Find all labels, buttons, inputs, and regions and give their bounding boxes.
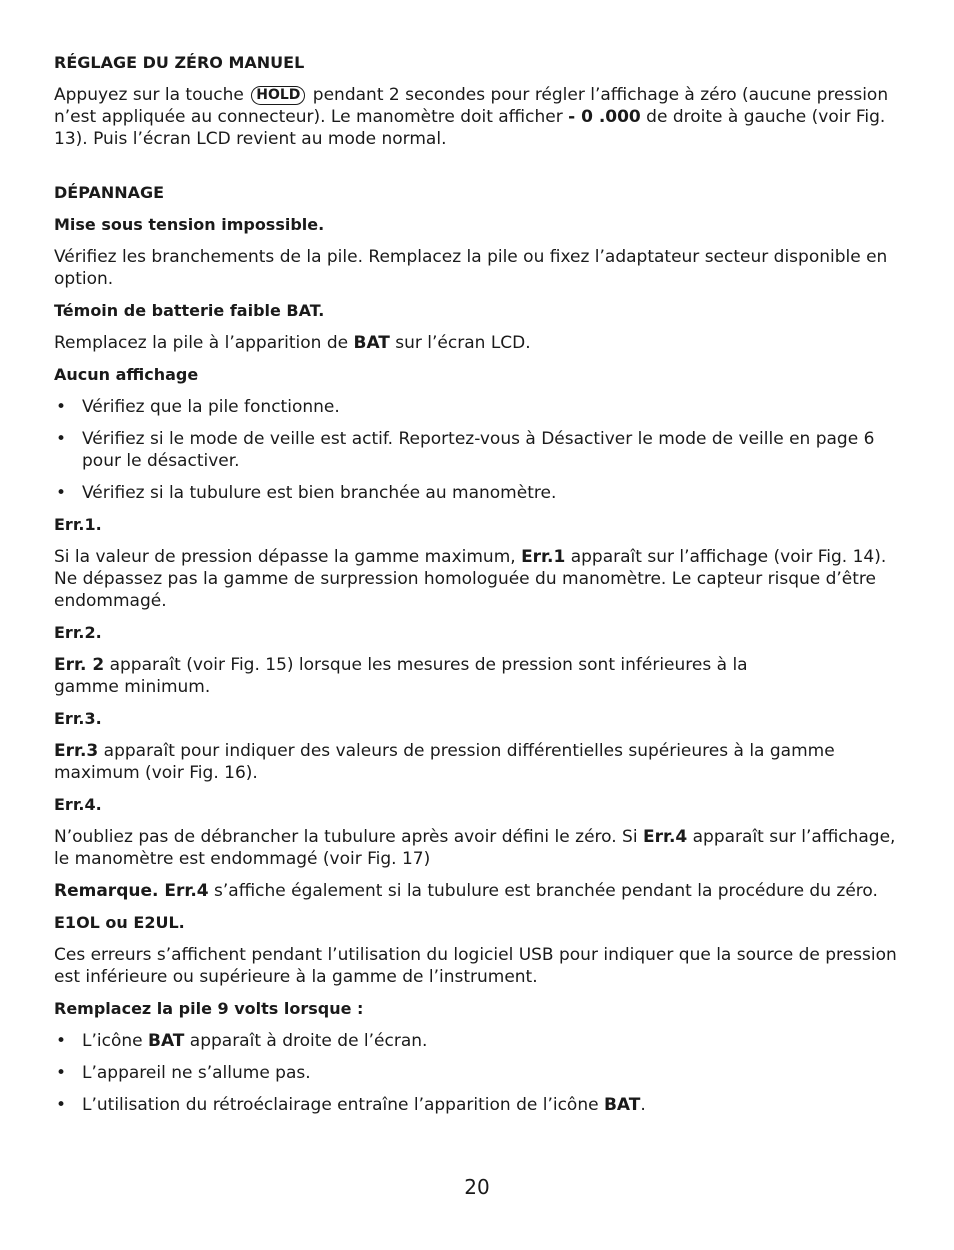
- list-item: • Vérifiez si le mode de veille est actif. Reportez-vous à Désactiver le mode de veille en page 6 pour le désactiver.: [54, 428, 910, 472]
- paragraph-power: Vérifiez les branchements de la pile. Remplacez la pile ou fixez l’adaptateur secteur disponible en option.: [54, 247, 888, 289]
- heading-no-display: Aucun affichage: [54, 365, 199, 384]
- paragraph-low-battery: Remplacez la pile à l’apparition de BAT sur l’écran LCD.: [54, 333, 531, 353]
- hold-key-icon: HOLD: [251, 86, 305, 105]
- paragraph-err2: Err. 2 apparaît (voir Fig. 15) lorsque les mesures de pression sont inférieures à la gamme minimum.: [54, 655, 748, 697]
- heading-err4: Err.4.: [54, 795, 102, 814]
- replace-battery-list: [54, 1030, 910, 1116]
- section-title-zero: RÉGLAGE DU ZÉRO MANUEL: [54, 53, 305, 72]
- heading-err3: Err.3.: [54, 709, 102, 728]
- document-page: [54, 52, 910, 1116]
- heading-replace-battery: Remplacez la pile 9 volts lorsque :: [54, 999, 364, 1018]
- section-title-troubleshooting: DÉPANNAGE: [54, 183, 165, 202]
- list-item: • Vérifiez si la tubulure est bien branchée au manomètre.: [54, 482, 910, 504]
- list-item: • L’icône BAT apparaît à droite de l’écran.: [54, 1030, 910, 1052]
- no-display-list: [54, 396, 910, 504]
- heading-err2: Err.2.: [54, 623, 102, 642]
- paragraph-err4: N’oubliez pas de débrancher la tubulure après avoir défini le zéro. Si Err.4 apparaît sur l’affichage, le manomètre est endommagé (voir Fig. 17): [54, 827, 896, 869]
- heading-e1ol: E1OL ou E2UL.: [54, 913, 185, 932]
- paragraph-err1: Si la valeur de pression dépasse la gamme maximum, Err.1 apparaît sur l’affichage (voir Fig. 14). Ne dépassez pas la gamme de surpression homologuée du manomètre. Le capteur risque d’être endommagé.: [54, 547, 887, 611]
- paragraph-note: Remarque. Err.4 s’affiche également si la tubulure est branchée pendant la procédure du zéro.: [54, 881, 878, 901]
- list-item: • Vérifiez que la pile fonctionne.: [54, 396, 910, 418]
- list-item: • L’appareil ne s’allume pas.: [54, 1062, 910, 1084]
- heading-power: Mise sous tension impossible.: [54, 215, 325, 234]
- paragraph-err3: Err.3 apparaît pour indiquer des valeurs de pression différentielles supérieures à la gamme maximum (voir Fig. 16).: [54, 741, 835, 783]
- list-item: • L’utilisation du rétroéclairage entraîne l’apparition de l’icône BAT.: [54, 1094, 910, 1116]
- zero-paragraph: Appuyez sur la touche HOLD pendant 2 secondes pour régler l’affichage à zéro (aucune pression n’est appliquée au connecteur). Le manomètre doit afficher - 0 .000 de droite à gauche (voir Fig. 13). Puis l’écran LCD revient au mode normal.: [54, 85, 889, 149]
- page-number: 20: [464, 1175, 490, 1199]
- heading-low-battery: Témoin de batterie faible BAT.: [54, 301, 325, 320]
- paragraph-e1ol: Ces erreurs s’affichent pendant l’utilisation du logiciel USB pour indiquer que la source de pression est inférieure ou supérieure à la gamme de l’instrument.: [54, 945, 897, 987]
- heading-err1: Err.1.: [54, 515, 102, 534]
